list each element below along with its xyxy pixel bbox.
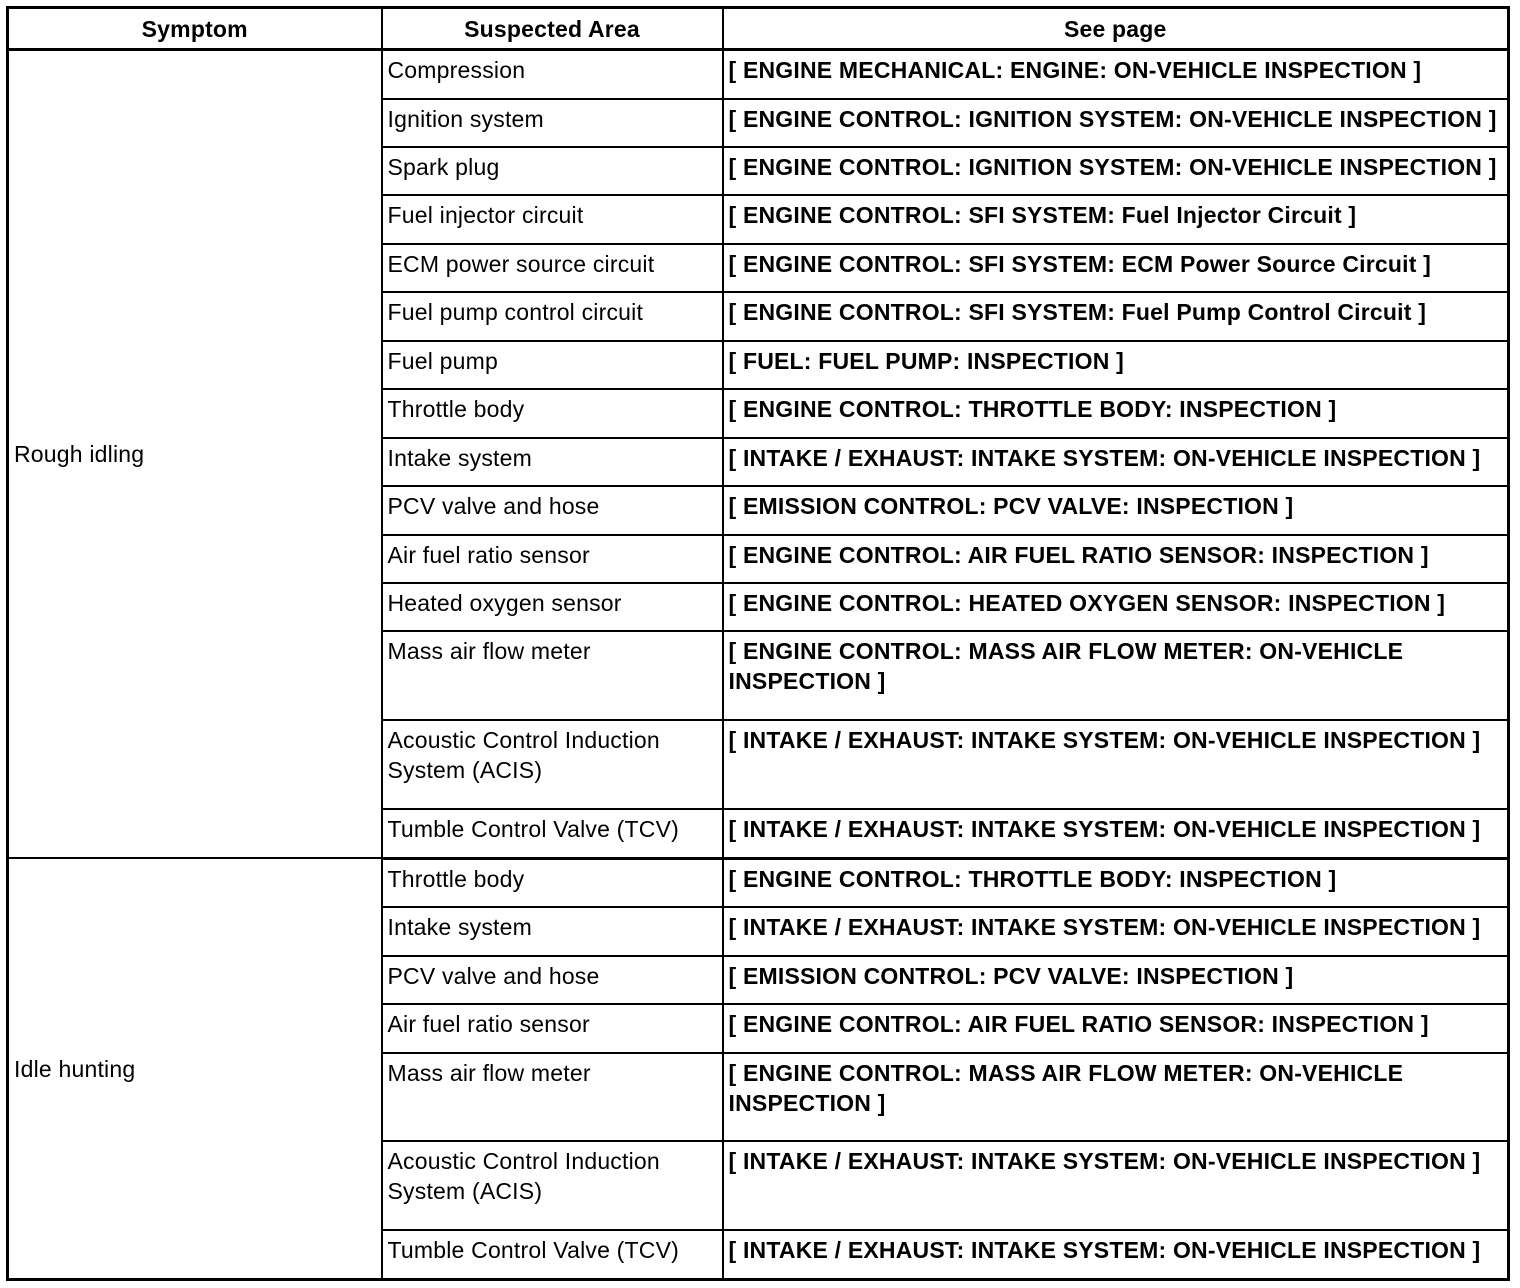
see-page-reference: [ ENGINE CONTROL: IGNITION SYSTEM: ON-VEHICLE INSPECTION ] bbox=[723, 99, 1509, 147]
suspected-area-cell: Throttle body bbox=[382, 858, 723, 907]
header-row bbox=[8, 8, 1509, 50]
see-page-reference: [ ENGINE CONTROL: THROTTLE BODY: INSPECTION ] bbox=[723, 389, 1509, 437]
see-page-reference: [ INTAKE / EXHAUST: INTAKE SYSTEM: ON-VEHICLE INSPECTION ] bbox=[723, 438, 1509, 486]
troubleshooting-table bbox=[6, 6, 1510, 1281]
suspected-area-cell: Fuel pump control circuit bbox=[382, 292, 723, 340]
see-page-reference: [ INTAKE / EXHAUST: INTAKE SYSTEM: ON-VEHICLE INSPECTION ] bbox=[723, 720, 1509, 809]
suspected-area-cell: Tumble Control Valve (TCV) bbox=[382, 1230, 723, 1279]
suspected-area-cell: Acoustic Control Induction System (ACIS) bbox=[382, 1141, 723, 1230]
table-row bbox=[8, 50, 1509, 99]
suspected-area-cell: Throttle body bbox=[382, 389, 723, 437]
suspected-area-cell: Intake system bbox=[382, 438, 723, 486]
see-page-reference: [ ENGINE CONTROL: AIR FUEL RATIO SENSOR: INSPECTION ] bbox=[723, 1004, 1509, 1052]
suspected-area-cell: Air fuel ratio sensor bbox=[382, 535, 723, 583]
suspected-area-cell: Air fuel ratio sensor bbox=[382, 1004, 723, 1052]
see-page-reference: [ ENGINE CONTROL: IGNITION SYSTEM: ON-VEHICLE INSPECTION ] bbox=[723, 147, 1509, 195]
see-page-reference: [ ENGINE CONTROL: SFI SYSTEM: Fuel Pump Control Circuit ] bbox=[723, 292, 1509, 340]
suspected-area-cell: Spark plug bbox=[382, 147, 723, 195]
see-page-reference: [ ENGINE CONTROL: HEATED OXYGEN SENSOR: INSPECTION ] bbox=[723, 583, 1509, 631]
header-see-page: See page bbox=[723, 8, 1509, 50]
suspected-area-cell: PCV valve and hose bbox=[382, 956, 723, 1004]
suspected-area-cell: Heated oxygen sensor bbox=[382, 583, 723, 631]
header-symptom: Symptom bbox=[8, 8, 382, 50]
see-page-reference: [ ENGINE MECHANICAL: ENGINE: ON-VEHICLE INSPECTION ] bbox=[723, 50, 1509, 99]
see-page-reference: [ ENGINE CONTROL: MASS AIR FLOW METER: ON-VEHICLE INSPECTION ] bbox=[723, 1053, 1509, 1142]
see-page-reference: [ INTAKE / EXHAUST: INTAKE SYSTEM: ON-VEHICLE INSPECTION ] bbox=[723, 809, 1509, 858]
see-page-reference: [ ENGINE CONTROL: MASS AIR FLOW METER: ON-VEHICLE INSPECTION ] bbox=[723, 631, 1509, 720]
suspected-area-cell: Mass air flow meter bbox=[382, 1053, 723, 1142]
see-page-reference: [ INTAKE / EXHAUST: INTAKE SYSTEM: ON-VEHICLE INSPECTION ] bbox=[723, 907, 1509, 955]
suspected-area-cell: Ignition system bbox=[382, 99, 723, 147]
see-page-reference: [ ENGINE CONTROL: AIR FUEL RATIO SENSOR: INSPECTION ] bbox=[723, 535, 1509, 583]
table-row bbox=[8, 858, 1509, 907]
see-page-reference: [ EMISSION CONTROL: PCV VALVE: INSPECTION ] bbox=[723, 486, 1509, 534]
suspected-area-cell: Fuel pump bbox=[382, 341, 723, 389]
header-suspected-area: Suspected Area bbox=[382, 8, 723, 50]
see-page-reference: [ FUEL: FUEL PUMP: INSPECTION ] bbox=[723, 341, 1509, 389]
see-page-reference: [ ENGINE CONTROL: SFI SYSTEM: ECM Power Source Circuit ] bbox=[723, 244, 1509, 292]
suspected-area-cell: ECM power source circuit bbox=[382, 244, 723, 292]
symptom-cell: Rough idling bbox=[8, 50, 382, 859]
see-page-reference: [ ENGINE CONTROL: THROTTLE BODY: INSPECTION ] bbox=[723, 858, 1509, 907]
see-page-reference: [ INTAKE / EXHAUST: INTAKE SYSTEM: ON-VEHICLE INSPECTION ] bbox=[723, 1141, 1509, 1230]
suspected-area-cell: Compression bbox=[382, 50, 723, 99]
see-page-reference: [ EMISSION CONTROL: PCV VALVE: INSPECTION ] bbox=[723, 956, 1509, 1004]
suspected-area-cell: Tumble Control Valve (TCV) bbox=[382, 809, 723, 858]
suspected-area-cell: PCV valve and hose bbox=[382, 486, 723, 534]
suspected-area-cell: Intake system bbox=[382, 907, 723, 955]
symptom-cell: Idle hunting bbox=[8, 858, 382, 1279]
suspected-area-cell: Fuel injector circuit bbox=[382, 195, 723, 243]
see-page-reference: [ ENGINE CONTROL: SFI SYSTEM: Fuel Injector Circuit ] bbox=[723, 195, 1509, 243]
see-page-reference: [ INTAKE / EXHAUST: INTAKE SYSTEM: ON-VEHICLE INSPECTION ] bbox=[723, 1230, 1509, 1279]
suspected-area-cell: Mass air flow meter bbox=[382, 631, 723, 720]
table-body bbox=[8, 50, 1509, 1280]
suspected-area-cell: Acoustic Control Induction System (ACIS) bbox=[382, 720, 723, 809]
